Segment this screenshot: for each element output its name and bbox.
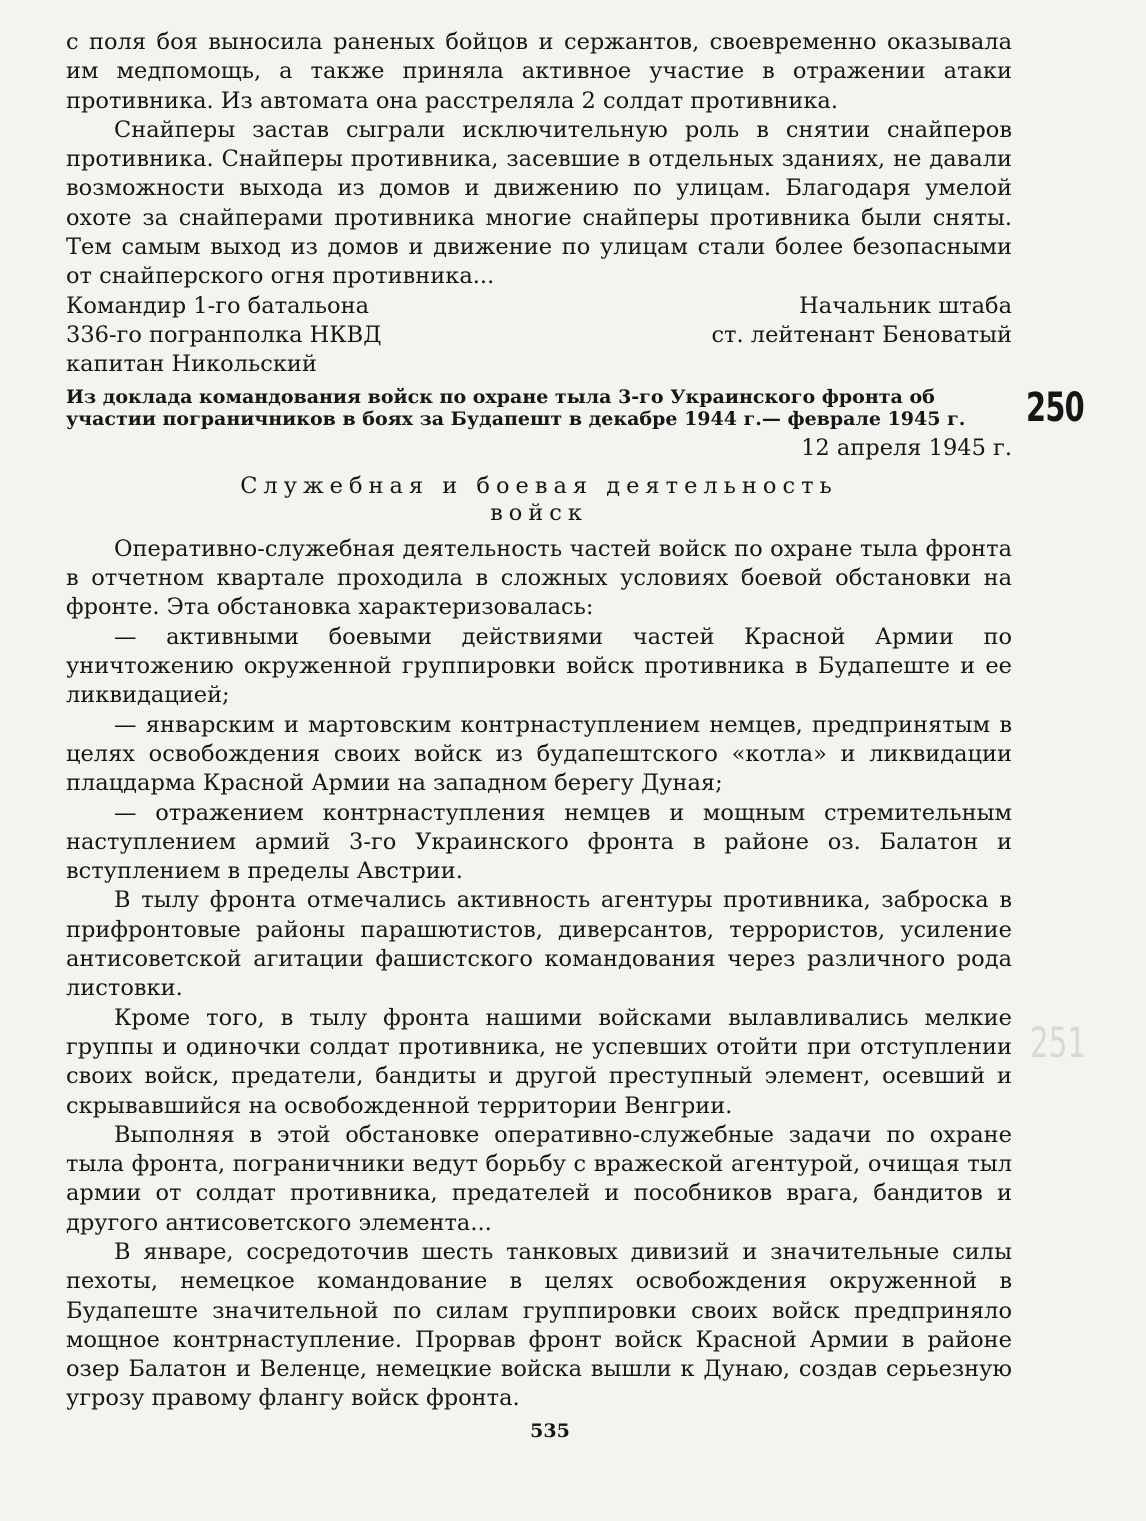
document-date: 12 апреля 1945 г.: [801, 434, 1012, 461]
signature-row: [66, 292, 1012, 321]
signature-row: [66, 350, 1012, 379]
paragraph: Оперативно-служебная деятельность частей войск по охране тыла фронта в отчетном квартале проходила в сложных условиях боевой обстановки на фронте. Эта обстановка характеризовалась:: [66, 535, 1012, 621]
signature-right-line1: Начальник штаба: [799, 292, 1012, 319]
signature-left-line2: 336-го погранполка НКВД: [66, 321, 382, 348]
bleed-through-number: 251: [1030, 1018, 1087, 1067]
page-number: 535: [530, 1420, 570, 1442]
paragraph: с поля боя выносила раненых бойцов и сержантов, своевременно оказывала им медпомощь, а также приняла активное участие в отражении атаки противника. Из автомата она расстреляла 2 солдат противника.: [66, 29, 1012, 114]
signature-left-line1: Командир 1-го батальона: [66, 292, 370, 319]
paragraph: В тылу фронта отмечались активность агентуры противника, заброска в прифронтовые районы парашютистов, диверсантов, террористов, усиление антисоветской агитации фашистского командования через различного рода листовки.: [66, 887, 1012, 1002]
paragraph: Выполняя в этой обстановке оперативно-служебные задачи по охране тыла фронта, пограничники ведут борьбу с вражеской агентурой, очищая тыл армии от солдат противника, предателей и пособников врага, бандитов и другого антисоветского элемента...: [66, 1121, 1012, 1236]
paragraph: — активными боевыми действиями частей Красной Армии по уничтожению окруженной группировки войск противника в Будапеште и ее ликвидацией;: [66, 623, 1012, 709]
paragraph: Кроме того, в тылу фронта нашими войсками вылавливались мелкие группы и одиночки солдат противника, не успевших отойти при отступлении своих войск, предатели, бандиты и другой преступный элемент, осевший и скрывавшийся на освобожденной территории Венгрии.: [66, 1004, 1012, 1119]
paragraph: В январе, сосредоточив шесть танковых дивизий и значительные силы пехоты, немецкое командование в целях освобождения окруженной в Будапеште значительной по силам группировки своих войск предприняло мощное контрнаступление. Прорвав фронт войск Красной Армии в районе озер Балатон и Веленце, немецкие войска вышли к Дунаю, создав серьезную угрозу правому флангу войск фронта.: [66, 1238, 1012, 1412]
document-header: Из доклада командования войск по охране тыла 3-го Украинского фронта об участии пограничников в боях за Будапешт в декабре 1944 г.— феврале 1945 г.: [66, 385, 966, 430]
signature-left-line3: капитан Никольский: [66, 351, 317, 378]
paragraph: — январским и мартовским контрнаступлением немцев, предпринятым в целях освобождения своих войск из будапештского «котла» и ликвидации плацдарма Красной Армии на западном берегу Дуная;: [66, 711, 1012, 797]
section-title: [66, 473, 1012, 527]
paragraph: — отражением контрнаступления немцев и мощным стремительным наступлением армий 3-го Украинского фронта в районе оз. Балатон и вступлением в пределы Австрии.: [66, 799, 1012, 885]
paragraph: Снайперы застав сыграли исключительную роль в снятии снайперов противника. Снайперы противника, засевшие в отдельных зданиях, не давали возможности выхода из домов и движению по улицам. Благодаря умелой охоте за снайперами противника многие снайперы противника были сняты. Тем самым выход из домов и движение по улицам стали более безопасными от снайперского огня противника...: [66, 116, 1012, 290]
signature-right-line2: ст. лейтенант Беноватый: [711, 321, 1012, 348]
section-title-line2: войск: [490, 499, 588, 526]
section-title-line1: Служебная и боевая деятельность: [240, 472, 838, 499]
document-number: 250: [1026, 385, 1084, 431]
page-text-column: [66, 28, 1012, 1414]
signature-row: [66, 321, 1012, 350]
